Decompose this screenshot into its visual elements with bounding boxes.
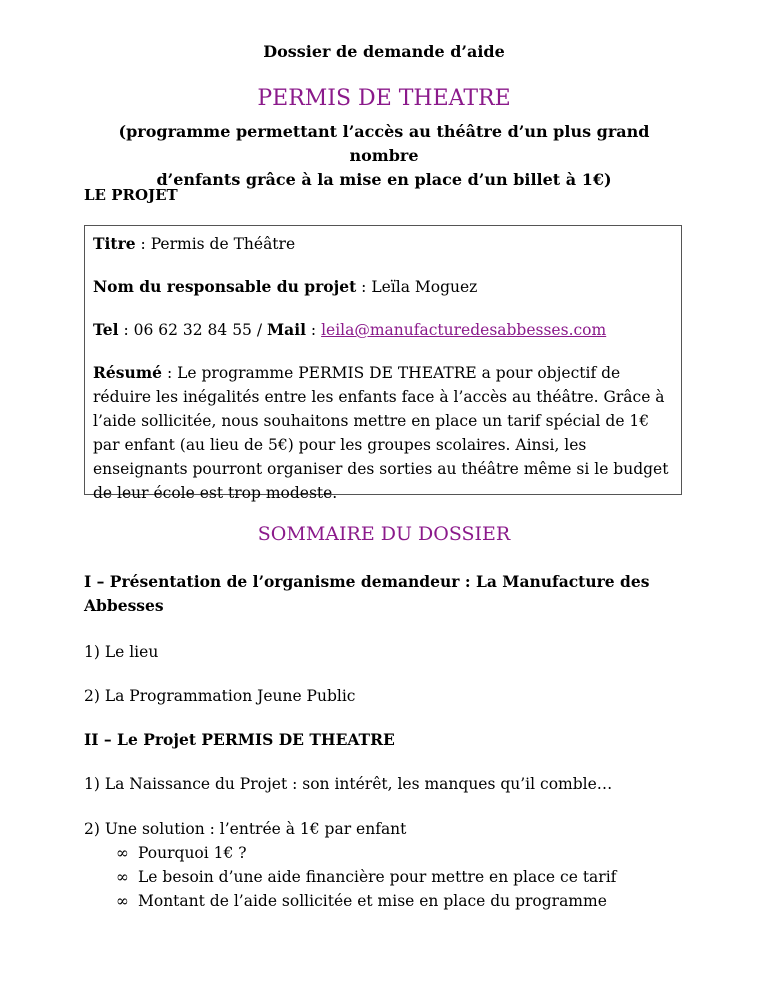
bullet-text: Pourquoi 1€ ? <box>138 844 247 862</box>
toc-part-1-line-2: Abbesses <box>84 596 164 615</box>
subtitle-line-1: (programme permettant l’accès au théâtre d’un plus grand nombre <box>118 122 650 165</box>
subtitle <box>90 120 678 192</box>
resume-line-5: enseignants pourront organiser des sorties au théâtre même si le budget <box>93 460 669 478</box>
resume-paragraph: Résumé : Le programme PERMIS DE THEATRE a pour objectif de réduire les inégalités entre les enfants face à l’accès au théâtre. Grâce à l’aide sollicitée, nous souhaitons mettre en place un tarif spécial de 1€ par enfant (au lieu de 5€) pour les groupes scolaires. Ainsi, les enseignants pourront organiser des sorties au théâtre même si le budget de leur école est trop modeste. <box>93 363 669 502</box>
contact-row: Tel : 06 62 32 84 55 / Mail : leila@manufacturedesabbesses.com <box>93 320 607 339</box>
subtitle-line-2: d’enfants grâce à la mise en place d’un billet à 1€) <box>156 170 612 189</box>
project-section-label: LE PROJET <box>84 186 178 204</box>
toc-part-2-item-2: 2) Une solution : l’entrée à 1€ par enfant <box>84 820 407 838</box>
infinity-bullet-icon: ∞ <box>116 844 129 862</box>
resume-line-6: de leur école est trop modeste. <box>93 484 338 502</box>
bullet-text: Le besoin d’une aide financière pour mettre en place ce tarif <box>138 868 617 886</box>
document-header: Dossier de demande d’aide <box>263 42 505 61</box>
toc-part-2: II – Le Projet PERMIS DE THEATRE <box>84 730 395 749</box>
resume-label: Résumé <box>93 363 163 382</box>
infinity-bullet-icon: ∞ <box>116 868 129 886</box>
mail-label: Mail <box>267 320 306 339</box>
toc-part-2-item-1: 1) La Naissance du Projet : son intérêt, les manques qu’il comble… <box>84 775 613 793</box>
toc-part-1-item-1: 1) Le lieu <box>84 643 159 661</box>
tel-value: 06 62 32 84 55 / <box>133 321 263 339</box>
resume-line-4: par enfant (au lieu de 5€) pour les groupes scolaires. Ainsi, les <box>93 436 587 454</box>
titre-value: Permis de Théâtre <box>150 235 296 253</box>
project-info-box <box>84 225 682 502</box>
resume-line-1: Le programme PERMIS DE THEATRE a pour objectif de <box>177 364 621 382</box>
infinity-bullet-icon: ∞ <box>116 892 129 910</box>
responsable-label: Nom du responsable du projet <box>93 277 357 296</box>
responsable-row: Nom du responsable du projet : Leïla Moguez <box>93 277 478 296</box>
main-title: PERMIS DE THEATRE <box>257 86 511 111</box>
toc-part-1-line-1: I – Présentation de l’organisme demandeur : La Manufacture des <box>84 572 650 591</box>
resume-line-3: l’aide sollicitée, nous souhaitons mettre en place un tarif spécial de 1€ <box>93 412 650 430</box>
titre-row: Titre : Permis de Théâtre <box>93 234 296 253</box>
toc-part-1-item-2: 2) La Programmation Jeune Public <box>84 687 356 705</box>
mail-link[interactable]: leila@manufacturedesabbesses.com <box>321 321 607 339</box>
toc-title: SOMMAIRE DU DOSSIER <box>257 523 511 545</box>
toc-part-1 <box>84 570 649 618</box>
responsable-value: Leïla Moguez <box>371 278 478 296</box>
resume-line-2: réduire les inégalités entre les enfants face à l’accès au théâtre. Grâce à <box>93 388 665 406</box>
titre-label: Titre <box>93 234 136 253</box>
tel-label: Tel <box>93 320 119 339</box>
list-item <box>116 841 247 865</box>
list-item <box>116 889 607 913</box>
list-item <box>116 865 616 889</box>
bullet-text: Montant de l’aide sollicitée et mise en place du programme <box>138 892 607 910</box>
